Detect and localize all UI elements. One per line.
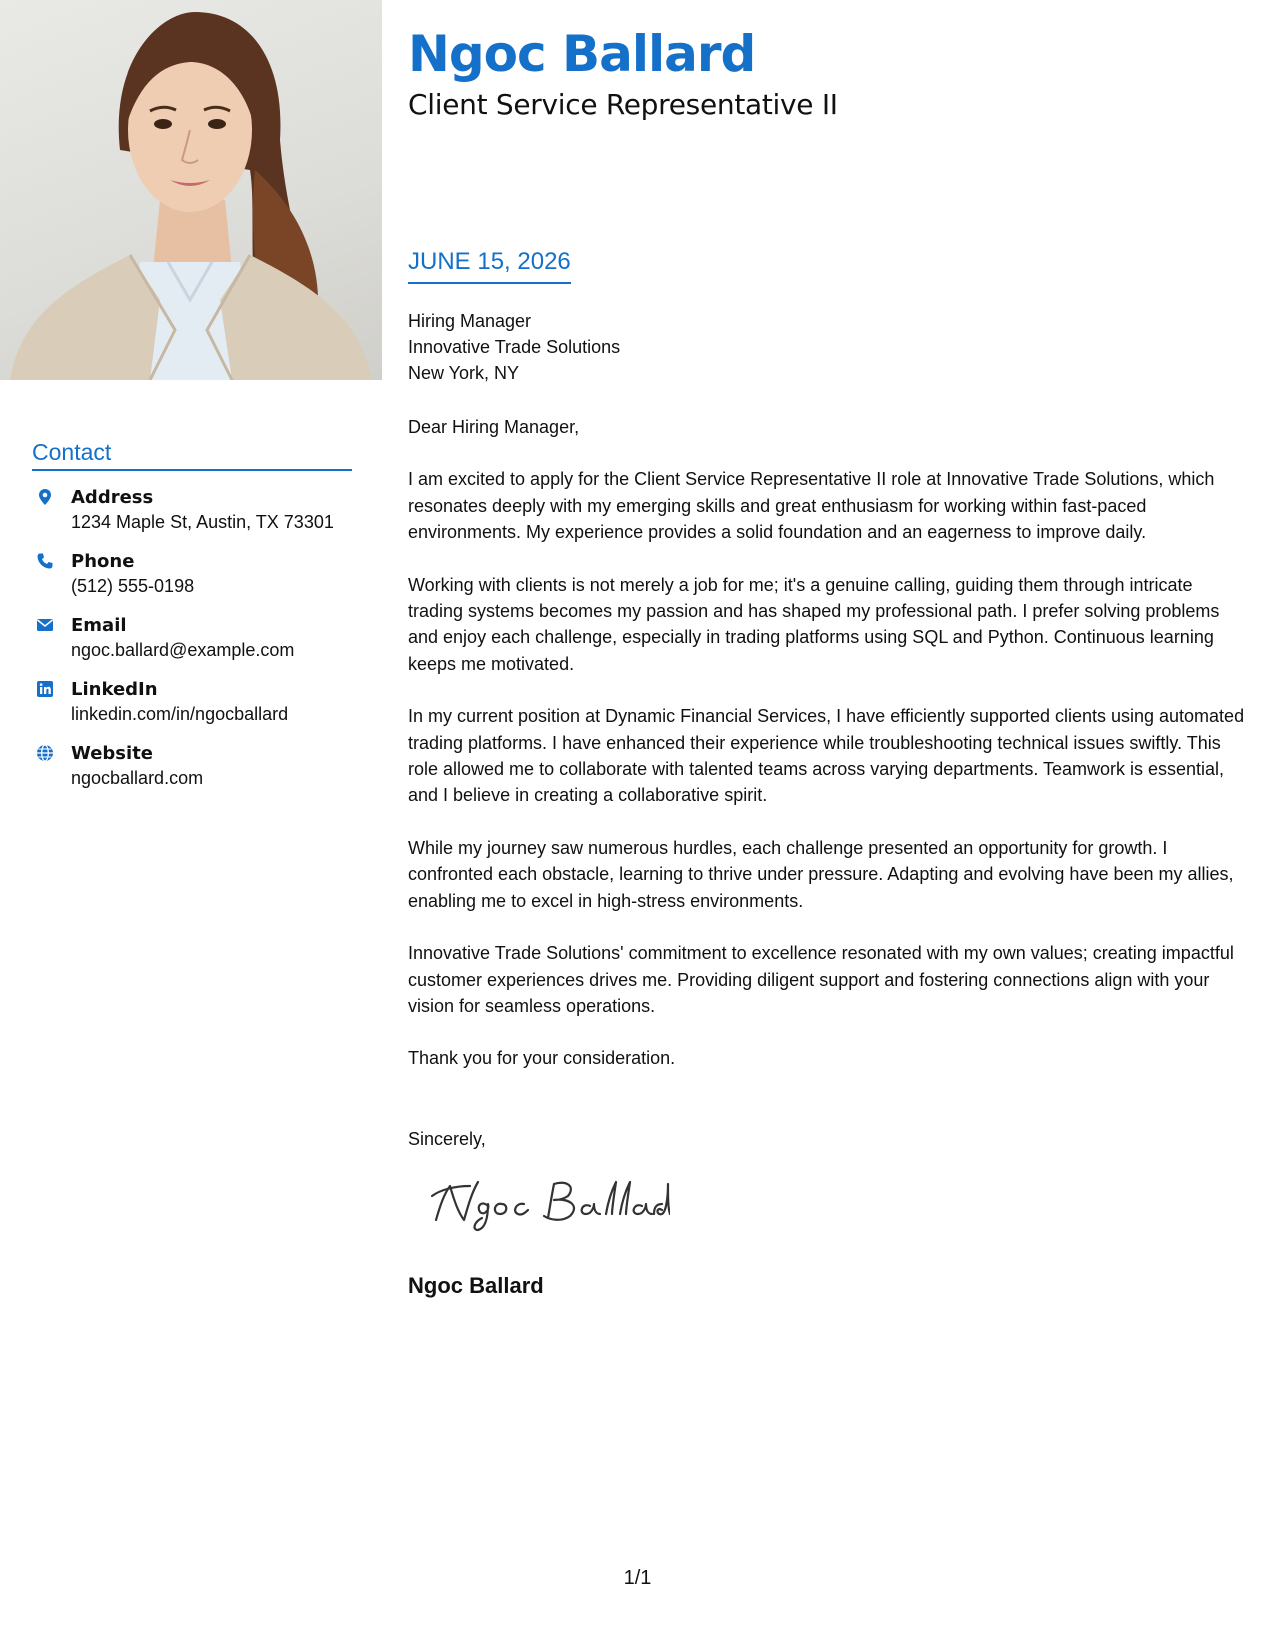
letter-body — [408, 414, 1248, 1152]
page-number: 1/1 — [623, 1567, 652, 1589]
contact-value-email[interactable]: ngoc.ballard@example.com — [71, 640, 295, 660]
signature-drawing — [430, 1176, 670, 1232]
contact-label-website: Website — [71, 743, 154, 764]
contact-address — [32, 485, 352, 535]
contact-heading: Contact — [32, 438, 352, 471]
contact-section — [32, 438, 352, 805]
recipient-company: Innovative Trade Solutions — [408, 337, 621, 357]
recipient-location: New York, NY — [408, 363, 520, 383]
envelope-icon — [36, 616, 54, 634]
map-pin-icon — [36, 488, 54, 506]
paragraph-1: I am excited to apply for the Client Service Representative II role at Innovative Trade Solutions, which resonates deeply with my emerging skills and great enthusiasm for working within fast-paced environments. My experience provides a solid foundation and an eagerness to improve daily. — [408, 469, 1215, 543]
paragraph-5: Innovative Trade Solutions' commitment to excellence resonated with my own values; creating impactful customer experiences drives me. Providing diligent support and fostering connections align with your vision for seamless operations. — [408, 943, 1234, 1016]
header — [408, 20, 838, 122]
applicant-name: Ngoc Ballard — [408, 25, 756, 83]
contact-label-linkedin: LinkedIn — [71, 679, 158, 700]
paragraph-4: While my journey saw numerous hurdles, each challenge presented an opportunity for growth. I confronted each obstacle, learning to thrive under pressure. Adapting and evolving have been my allies, enabling me to excel in high-stress environments. — [408, 837, 1234, 911]
profile-photo — [0, 0, 382, 380]
contact-value-linkedin[interactable]: linkedin.com/in/ngocballard — [71, 704, 289, 724]
contact-value-phone[interactable]: (512) 555-0198 — [71, 576, 195, 596]
letter-date: JUNE 15, 2026 — [408, 248, 571, 284]
recipient-name: Hiring Manager — [408, 311, 532, 331]
job-title: Client Service Representative II — [408, 88, 838, 121]
contact-value-address: 1234 Maple St, Austin, TX 73301 — [71, 512, 334, 532]
salutation: Dear Hiring Manager, — [408, 417, 580, 437]
contact-label-email: Email — [71, 615, 127, 636]
handwritten-signature — [430, 1176, 670, 1232]
contact-phone — [32, 549, 352, 599]
linkedin-icon — [36, 680, 54, 698]
contact-label-address: Address — [71, 487, 154, 508]
closing: Sincerely, — [408, 1128, 486, 1149]
paragraph-2: Working with clients is not merely a job for me; it's a genuine calling, guiding them through intricate trading systems becomes my passion and has shaped my professional path. I prefer solving problems and enjoy each challenge, especially in trading platforms using SQL and Python. Continuous learning keeps me motivated. — [408, 574, 1220, 674]
contact-email — [32, 613, 352, 663]
globe-icon — [36, 744, 54, 762]
signer-name: Ngoc Ballard — [408, 1273, 544, 1298]
portrait-illustration — [0, 0, 382, 380]
contact-linkedin — [32, 677, 352, 727]
paragraph-3: In my current position at Dynamic Financial Services, I have efficiently supported clients using automated trading platforms. I have enhanced their experience while troubleshooting technical issues swiftly. This role allowed me to collaborate with talented teams across varying departments. Teamwork is essential, and I believe in creating a collaborative spirit. — [408, 706, 1245, 806]
contact-value-website[interactable]: ngocballard.com — [71, 768, 204, 788]
recipient-block — [408, 308, 620, 386]
contact-label-phone: Phone — [71, 551, 135, 572]
contact-website — [32, 741, 352, 791]
phone-icon — [36, 552, 54, 570]
thanks-line: Thank you for your consideration. — [408, 1048, 676, 1069]
